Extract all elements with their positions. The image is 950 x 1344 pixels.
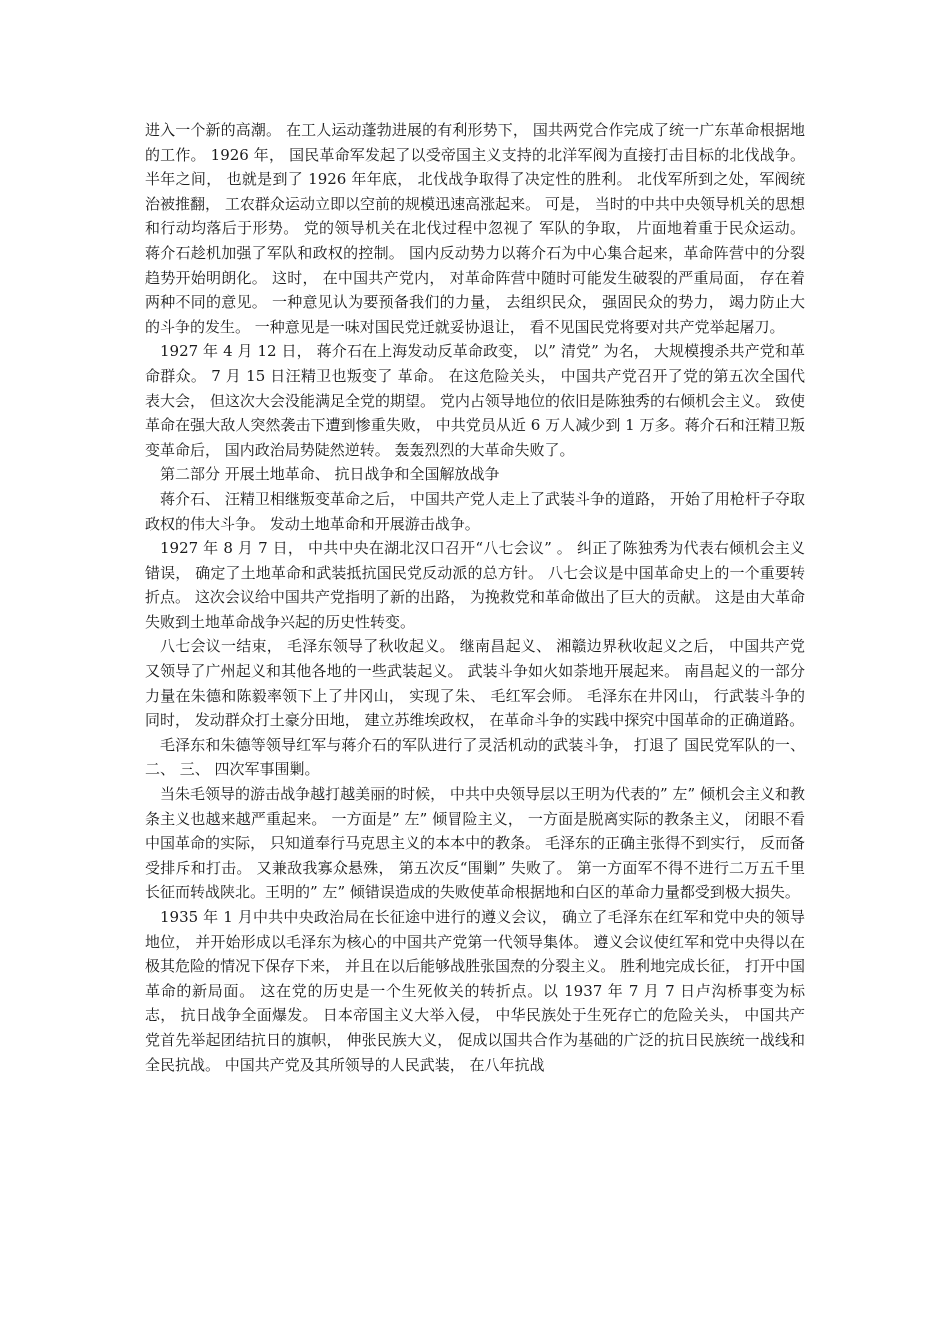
paragraph-5: 八七会议一结束， 毛泽东领导了秋收起义。 继南昌起义、 湘赣边界秋收起义之后， 中国共产党又领导了广州起义和其他各地的一些武装起义。 武装斗争如火如荼地开展起来。 南昌起义的一部分力量在朱德和陈毅率领下上了井冈山， 实现了朱、 毛红军会师。 毛泽东在井冈山， 行武装斗争的同时， 发动群众打土豪分田地， 建立苏维埃政权， 在革命斗争的实践中探究中国革命的正确道路。 [145, 637, 805, 730]
paragraph-1: 进入一个新的高潮。 在工人运动蓬勃进展的有利形势下， 国共两党合作完成了统一广东革命根据地的工作。 1926 年， 国民革命军发起了以受帝国主义支持的北洋军阀为直接打击目标的北伐战争。 半年之间， 也就是到了 1926 年年底， 北伐战争取得了决定性的胜利。 北伐军所到之处，军阀统治被推翻， 工农群众运动立即以空前的规模迅速高涨起来。 可是， 当时的中共中央领导机关的思想和行动均落后于形势。 党的领导机关在北伐过程中忽视了 军队的争取， 片面地着重于民众运动。 蒋介石趁机加强了军队和政权的控制。 国内反动势力以蒋介石为中心集合起来，革命阵营中的分裂趋势开始明朗化。 这时， 在中国共产党内， 对革命阵营中随时可能发生破裂的严重局面， 存在着两种不同的意见。 一种意见认为要预备我们的力量， 去组织民众， 强固民众的势力， 竭力防止大的斗争的发生。 一种意见是一味对国民党迁就妥协退让， 看不见国民党将要对共产党举起屠刀。 [145, 121, 805, 336]
paragraph-2: 1927 年 4 月 12 日， 蒋介石在上海发动反革命政变， 以” 清党” 为名， 大规模搜杀共产党和革命群众。 7 月 15 日汪精卫也叛变了 革命。 在这危险关头， 中国共产党召开了党的第五次全国代表大会， 但这次大会没能满足全党的期望。 党内占领导地位的依旧是陈独秀的右倾机会主义。 致使革命在强大敌人突然袭击下遭到惨重失败， 中共党员从近 6 万人减少到 1 万多。蒋介石和汪精卫叛变革命后， 国内政治局势陡然逆转。 轰轰烈烈的大革命失败了。 [145, 342, 805, 459]
document-page [145, 118, 805, 1077]
paragraph-3: 蒋介石、 汪精卫相继叛变革命之后， 中国共产党人走上了武装斗争的道路， 开始了用枪杆子夺取政权的伟大斗争。 发动土地革命和开展游击战争。 [145, 489, 805, 533]
paragraph-7: 当朱毛领导的游击战争越打越美丽的时候， 中共中央领导层以王明为代表的” 左” 倾机会主义和教条主义也越来越严重起来。 一方面是” 左” 倾冒险主义， 一方面是脱离实际的教条主义， 闭眼不看中国革命的实际， 只知道奉行马克思主义的本本中的教条。 毛泽东的正确主张得不到实行， 反而备受排斥和打击。 又兼敌我寡众悬殊， 第五次反“围剿” 失败了。 第一方面军不得不进行二万五千里长征而转战陕北。王明的” 左” 倾错误造成的失败使革命根据地和白区的革命力量都受到极大损失。 [145, 785, 805, 902]
paragraph-4: 1927 年 8 月 7 日， 中共中央在湖北汉口召开“八七会议” 。 纠正了陈独秀为代表右倾机会主义错误， 确定了土地革命和武装抵抗国民党反动派的总方针。 八七会议是中国革命史上的一个重要转折点。 这次会议给中国共产党指明了新的出路， 为挽救党和革命做出了巨大的贡献。 这是由大革命失败到土地革命战争兴起的历史性转变。 [145, 539, 805, 631]
paragraph-8: 1935 年 1 月中共中央政治局在长征途中进行的遵义会议， 确立了毛泽东在红军和党中央的领导地位， 并开始形成以毛泽东为核心的中国共产党第一代领导集体。 遵义会议使红军和党中央得以在极其危险的情况下保存下来， 并且在以后能够战胜张国焘的分裂主义。 胜利地完成长征， 打开中国革命的新局面。 这在党的历史是一个生死攸关的转折点。以 1937 年 7 月 7 日卢沟桥事变为标志， 抗日战争全面爆发。 日本帝国主义大举入侵， 中华民族处于生死存亡的危险关头， 中国共产党首先举起团结抗日的旗帜， 伸张民族大义， 促成以国共合作为基础的广泛的抗日民族统一战线和全民抗战。 中国共产党及其所领导的人民武装， 在八年抗战 [145, 908, 805, 1074]
paragraph-6: 毛泽东和朱德等领导红军与蒋介石的军队进行了灵活机动的武装斗争， 打退了 国民党军队的一、 二、 三、 四次军事围剿。 [145, 735, 805, 779]
section-heading: 第二部分 开展土地革命、 抗日战争和全国解放战争 [160, 465, 500, 484]
